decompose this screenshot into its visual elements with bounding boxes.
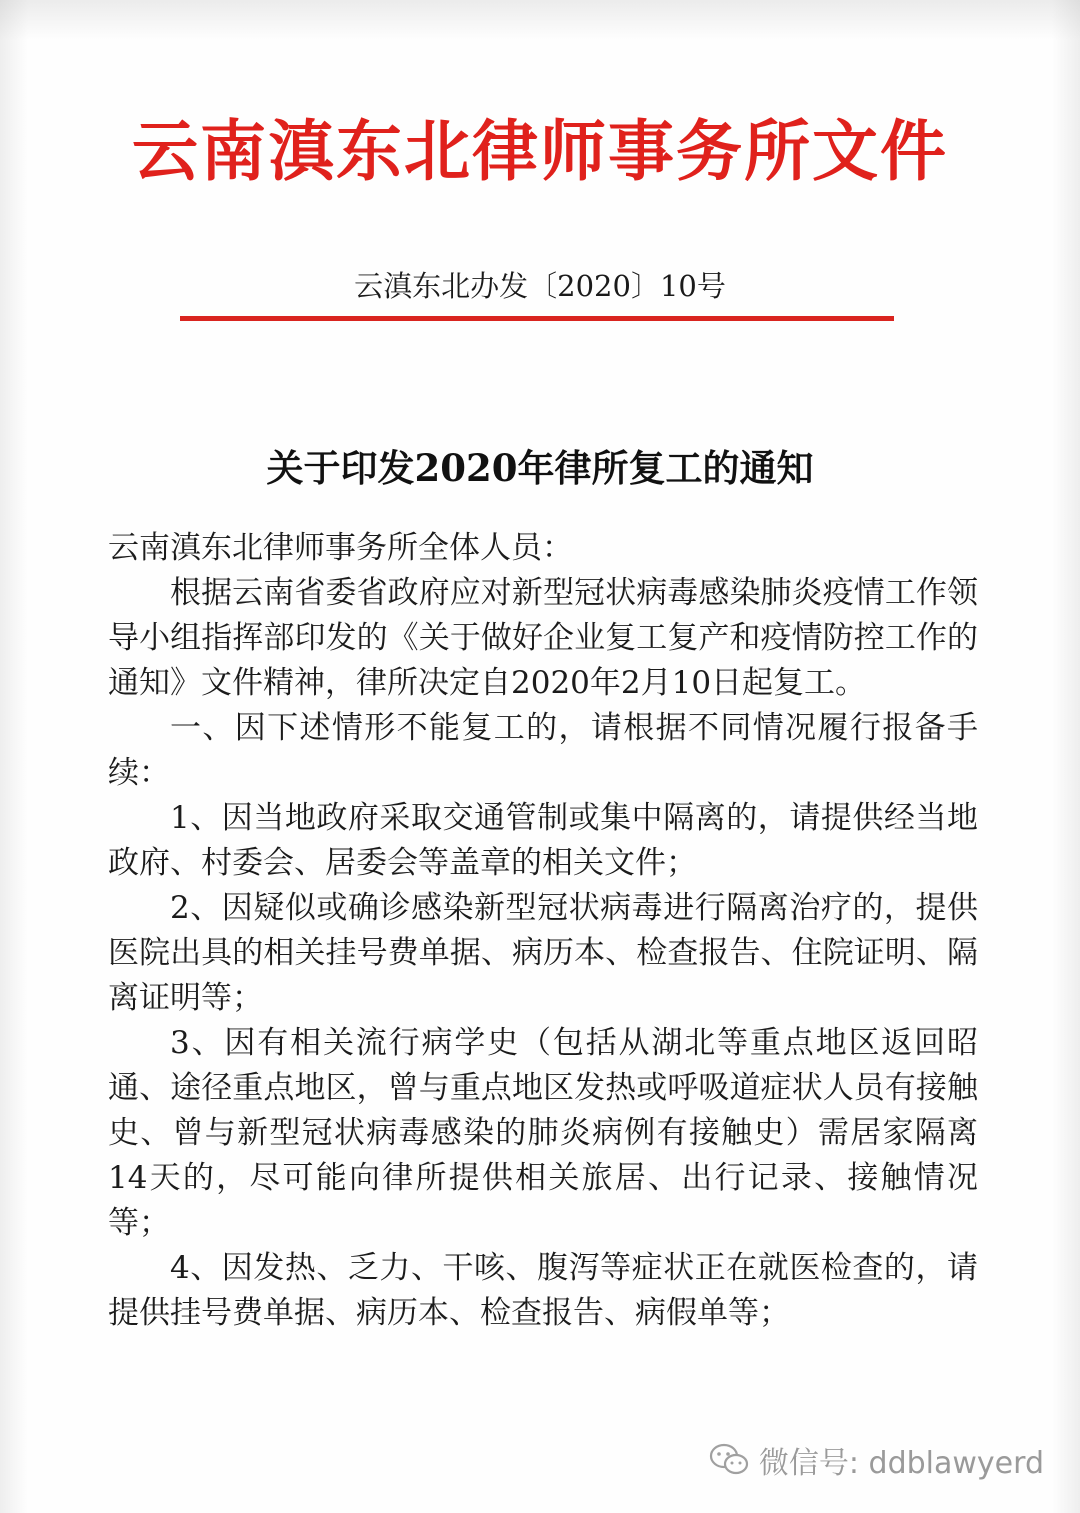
document-number: 云滇东北办发〔2020〕10号 [354, 269, 726, 303]
page-shadow-top [0, 0, 1080, 40]
page-shadow-right [1052, 0, 1080, 1513]
paragraph-item-1: 1、因当地政府采取交通管制或集中隔离的，请提供经当地政府、村委会、居委会等盖章的相关文件； [108, 800, 978, 881]
paragraph-item-2: 2、因疑似或确诊感染新型冠状病毒进行隔离治疗的，提供医院出具的相关挂号费单据、病历本、检查报告、住院证明、隔离证明等； [108, 890, 978, 1016]
org-header-title: 云南滇东北律师事务所文件 [132, 113, 948, 190]
wechat-icon [709, 1443, 749, 1477]
page-shadow-left [0, 0, 28, 1513]
wechat-watermark [709, 1438, 1044, 1482]
paragraph-section-1: 一、因下述情形不能复工的，请根据不同情况履行报备手续： [108, 710, 978, 791]
paragraph-item-4: 4、因发热、乏力、干咳、腹泻等症状正在就医检查的，请提供挂号费单据、病历本、检查报告、病假单等； [108, 1250, 978, 1331]
salutation: 云南滇东北律师事务所全体人员： [108, 530, 573, 566]
paragraph-intro: 根据云南省委省政府应对新型冠状病毒感染肺炎疫情工作领导小组指挥部印发的《关于做好企业复工复产和疫情防控工作的通知》文件精神，律所决定自2020年2月10日起复工。 [108, 575, 978, 701]
document-body [108, 526, 978, 1336]
paragraph-item-3: 3、因有相关流行病学史（包括从湖北等重点地区返回昭通、途径重点地区，曾与重点地区发热或呼吸道症状人员有接触史、曾与新型冠状病毒感染的肺炎病例有接触史）需居家隔离14天的，尽可能向律所提供相关旅居、出行记录、接触情况等； [108, 1025, 978, 1241]
red-separator-line [180, 316, 894, 321]
watermark-text: 微信号: ddblawyerd [758, 1446, 1044, 1481]
notice-title: 关于印发2020年律所复工的通知 [266, 446, 814, 490]
